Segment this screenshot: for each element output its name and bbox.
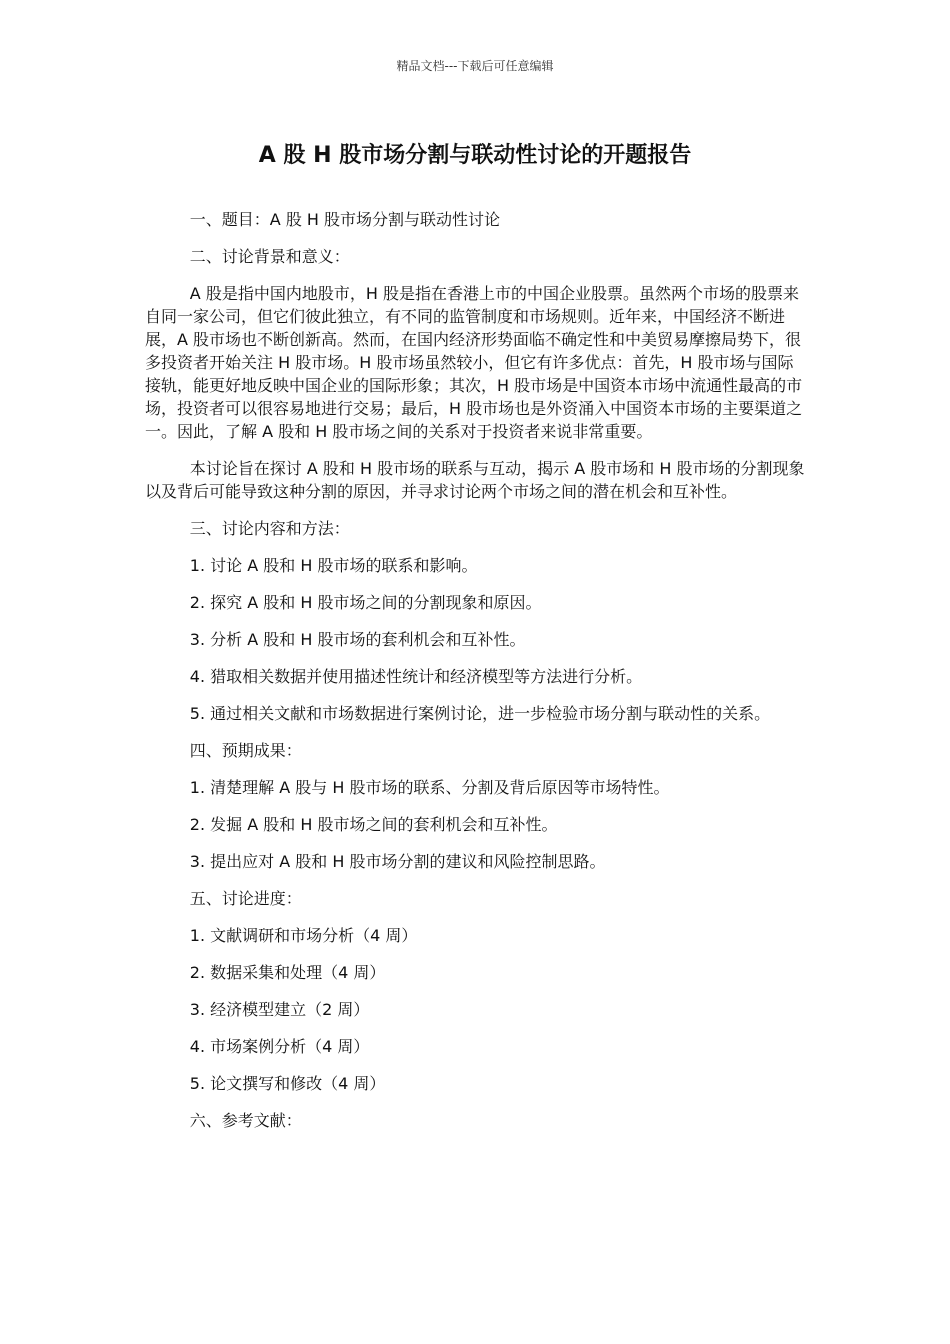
section-heading-expected-results: 四、预期成果：	[189, 741, 302, 760]
list-item-result-2: 2. 发掘 A 股和 H 股市场之间的套利机会和互补性。	[189, 815, 558, 834]
list-item-method-5: 5. 通过相关文献和市场数据进行案例讨论，进一步检验市场分割与联动性的关系。	[189, 704, 771, 723]
list-item-method-1: 1. 讨论 A 股和 H 股市场的联系和影响。	[189, 556, 478, 575]
list-item-schedule-1: 1. 文献调研和市场分析（4 周）	[189, 926, 418, 945]
list-item-schedule-2: 2. 数据采集和处理（4 周）	[189, 963, 386, 982]
list-item-result-3: 3. 提出应对 A 股和 H 股市场分割的建议和风险控制思路。	[189, 852, 606, 871]
header-note: 精品文档---下载后可任意编辑	[396, 59, 554, 73]
section-heading-background: 二、讨论背景和意义：	[189, 247, 350, 266]
list-item-schedule-3: 3. 经济模型建立（2 周）	[189, 1000, 370, 1019]
section-heading-content-methods: 三、讨论内容和方法：	[189, 519, 350, 538]
paragraph-purpose: 本讨论旨在探讨 A 股和 H 股市场的联系与互动，揭示 A 股市场和 H 股市场的分割现象以及背后可能导致这种分割的原因，并寻求讨论两个市场之间的潜在机会和互补性。	[145, 459, 805, 501]
list-item-result-1: 1. 清楚理解 A 股与 H 股市场的联系、分割及背后原因等市场特性。	[189, 778, 670, 797]
list-item-schedule-4: 4. 市场案例分析（4 周）	[189, 1037, 370, 1056]
document-title: A 股 H 股市场分割与联动性讨论的开题报告	[258, 143, 692, 168]
list-item-method-2: 2. 探究 A 股和 H 股市场之间的分割现象和原因。	[189, 593, 542, 612]
document-body	[145, 208, 805, 1146]
section-heading-schedule: 五、讨论进度：	[189, 889, 302, 908]
list-item-method-4: 4. 猎取相关数据并使用描述性统计和经济模型等方法进行分析。	[189, 667, 643, 686]
list-item-method-3: 3. 分析 A 股和 H 股市场的套利机会和互补性。	[189, 630, 526, 649]
paragraph-background: A 股是指中国内地股市，H 股是指在香港上市的中国企业股票。虽然两个市场的股票来自同一家公司，但它们彼此独立，有不同的监管制度和市场规则。近年来，中国经济不断进展，A 股市场也不断创新高。然而，在国内经济形势面临不确定性和中美贸易摩擦局势下，很多投资者开始关注 H 股市场。H 股市场虽然较小，但它有许多优点：首先，H 股市场与国际接轨，能更好地反映中国企业的国际形象；其次，H 股市场是中国资本市场中流通性最高的市场，投资者可以很容易地进行交易；最后，H 股市场也是外资涌入中国资本市场的主要渠道之一。因此，了解 A 股和 H 股市场之间的关系对于投资者来说非常重要。	[145, 284, 803, 441]
list-item-schedule-5: 5. 论文撰写和修改（4 周）	[189, 1074, 386, 1093]
section-heading-references: 六、参考文献：	[189, 1111, 302, 1130]
section-title-topic: 一、题目：A 股 H 股市场分割与联动性讨论	[189, 210, 501, 229]
